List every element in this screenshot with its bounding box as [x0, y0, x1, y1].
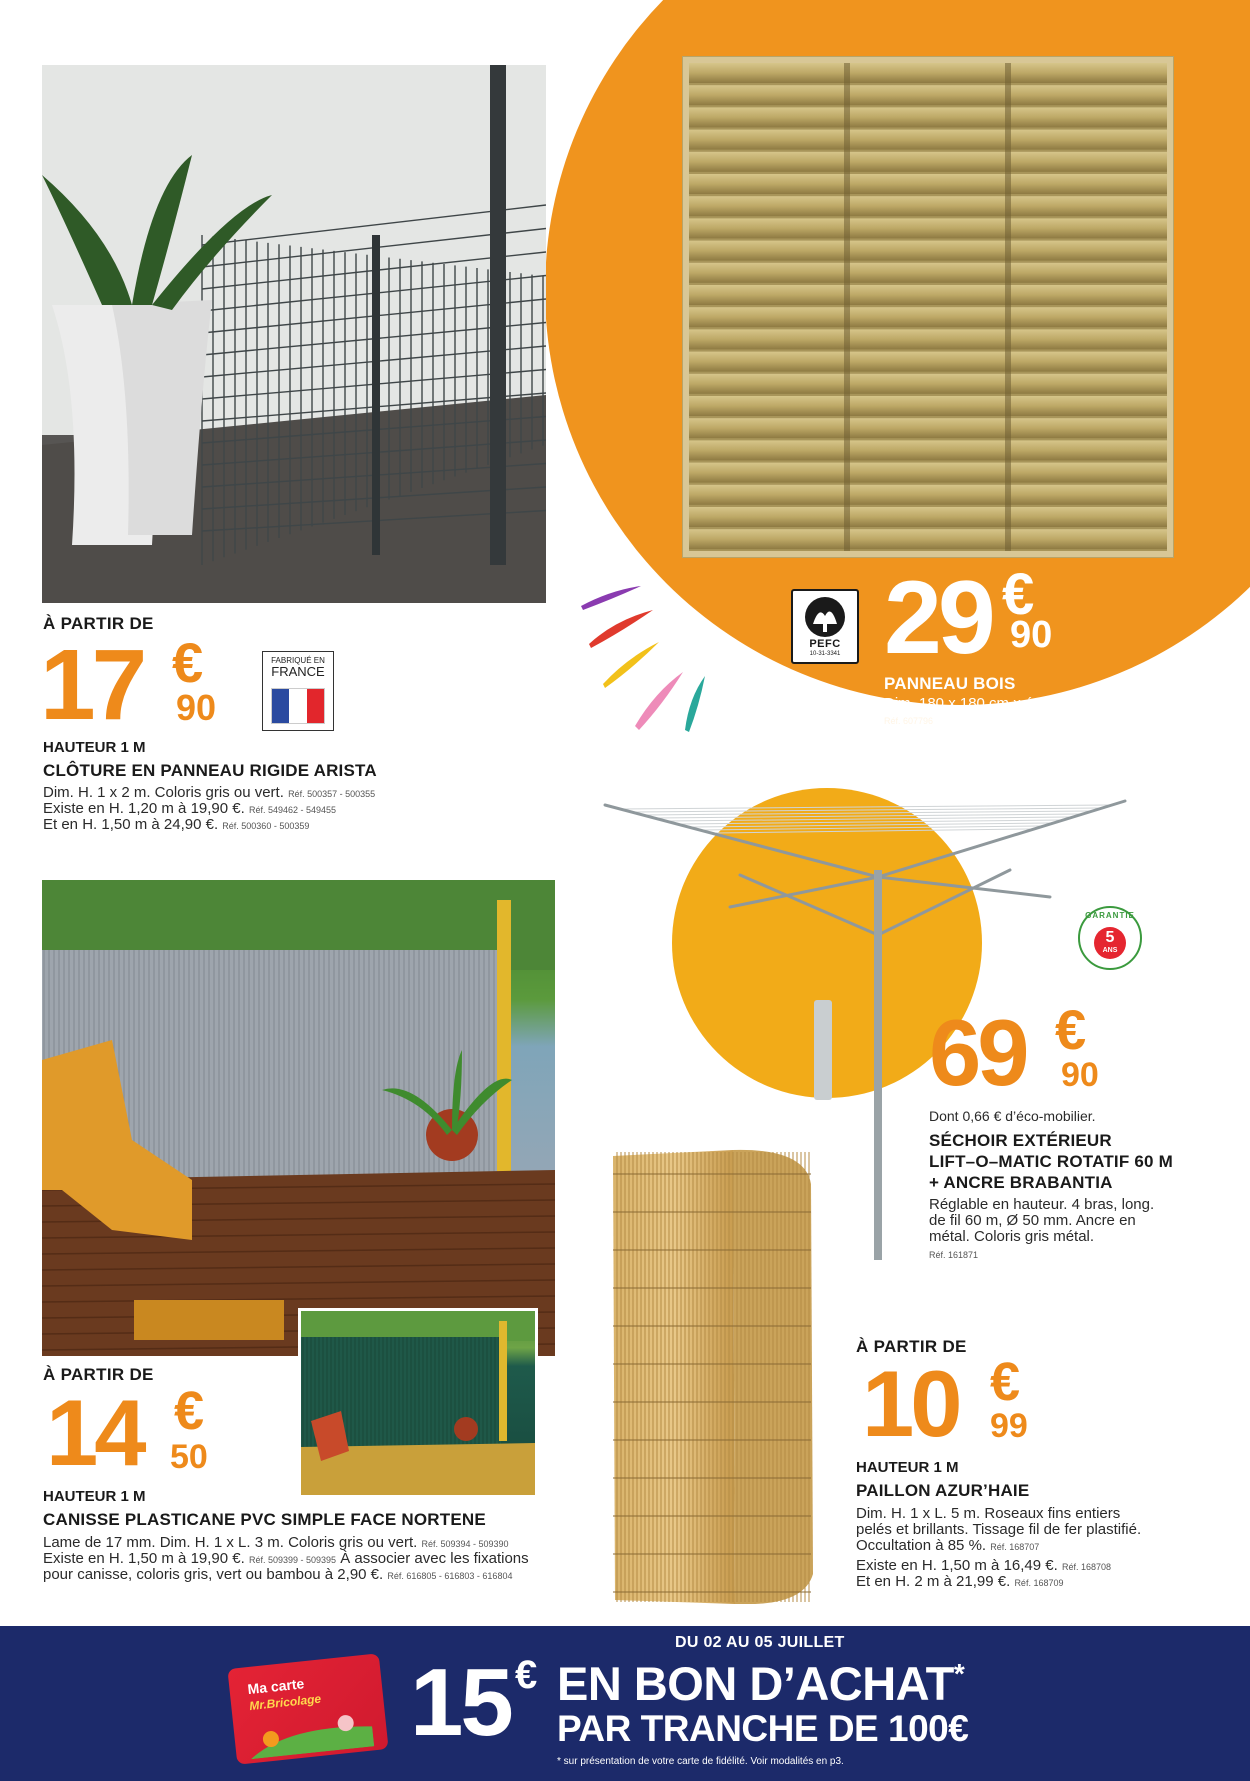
fence-illustration — [42, 65, 546, 603]
garantie-word: GARANTIE — [1085, 911, 1135, 920]
paillon-title: PAILLON AZUR’HAIE — [856, 1481, 1030, 1500]
sechoir-title1: SÉCHOIR EXTÉRIEUR — [929, 1131, 1112, 1150]
canisse-price — [46, 1380, 246, 1486]
price-cents: 50 — [170, 1438, 208, 1476]
french-flag-icon — [271, 688, 325, 724]
paillon-price — [862, 1351, 1062, 1457]
garantie-unit: ANS — [1102, 947, 1118, 954]
canisse-line2-tail: À associer avec les fixations — [340, 1550, 529, 1567]
panneau-dims: Dim. 180 x 180 cm x ép. 30 mm. — [884, 695, 1100, 712]
paillon-desc4 — [856, 1558, 1111, 1574]
canisse-illustration — [42, 880, 555, 1356]
pefc-code: 10-31-3341 — [809, 651, 841, 657]
cloture-line1-ref: Réf. 500357 - 500355 — [288, 789, 376, 799]
canisse-line2-ref: Réf. 509399 - 509395 — [248, 1555, 337, 1565]
loyalty-card — [227, 1653, 388, 1764]
sechoir-ref: Réf. 161871 — [929, 1250, 979, 1260]
card-line2: Mr.Bricolage — [248, 1691, 322, 1714]
paillon-a-partir: À PARTIR DE — [856, 1337, 967, 1356]
canisse-line2-text: Existe en H. 1,50 m à 19,90 €. — [43, 1550, 245, 1567]
sechoir-price — [929, 998, 1129, 1116]
price-cents: 90 — [1061, 1056, 1099, 1094]
sechoir-title2: LIFT–O–MATIC ROTATIF 60 M — [929, 1152, 1173, 1171]
cloture-line3 — [43, 817, 309, 833]
sechoir-desc2: de fil 60 m, Ø 50 mm. Ancre en — [929, 1212, 1136, 1229]
sechoir-eco: Dont 0,66 € d’éco-mobilier. — [929, 1108, 1096, 1124]
paillon-desc2: pelés et brillants. Tissage fil de fer plastifié. — [856, 1521, 1142, 1538]
paillon-roll-illustration — [605, 1144, 815, 1612]
panneau-title: PANNEAU BOIS — [884, 674, 1016, 693]
badge-line2: FRANCE — [271, 664, 325, 679]
decorative-strokes — [575, 580, 715, 735]
canisse-line3-ref: Réf. 616805 - 616803 - 616804 — [387, 1571, 513, 1581]
canisse-a-partir: À PARTIR DE — [43, 1365, 154, 1384]
price-cents: 90 — [1010, 614, 1053, 656]
canisse-line2 — [43, 1551, 529, 1567]
panneau-price — [884, 560, 1084, 676]
banner-note: * sur présentation de votre carte de fidélité. Voir modalités en p3. — [557, 1756, 844, 1767]
price-currency: € — [1002, 562, 1035, 627]
card-decoration-icon — [247, 1706, 375, 1759]
canisse-title: CANISSE PLASTICANE PVC SIMPLE FACE NORTENE — [43, 1510, 486, 1529]
pefc-tree-icon — [793, 594, 857, 640]
banner-line2: PAR TRANCHE DE 100€ — [557, 1708, 969, 1749]
canisse-line1 — [43, 1535, 509, 1551]
sechoir-desc1: Réglable en hauteur. 4 bras, long. — [929, 1196, 1155, 1213]
price-currency: € — [1055, 998, 1087, 1061]
paillon-desc5-ref: Réf. 168709 — [1014, 1578, 1064, 1588]
price-cents: 99 — [990, 1407, 1028, 1445]
banner-amount: 15 — [410, 1649, 511, 1756]
canisse-line3 — [43, 1567, 512, 1583]
paillon-desc4-text: Existe en H. 1,50 m à 16,49 €. — [856, 1557, 1058, 1574]
price-integer: 17 — [40, 629, 144, 741]
wood-panel-image — [683, 57, 1173, 557]
badge-line1: FABRIQUÉ EN — [271, 656, 325, 665]
pefc-logo — [791, 589, 859, 664]
fence-photo — [42, 65, 546, 603]
cloture-price — [40, 629, 240, 741]
paillon-desc5 — [856, 1574, 1063, 1590]
paillon-photo — [605, 1144, 815, 1612]
panneau-ref: Réf. 607796 — [884, 716, 934, 726]
sechoir-desc3: métal. Coloris gris métal. — [929, 1228, 1095, 1245]
banner-line1 — [557, 1657, 965, 1710]
sechoir-title3: + ANCRE BRABANTIA — [929, 1173, 1113, 1192]
cloture-line3-ref: Réf. 500360 - 500359 — [222, 821, 310, 831]
paillon-desc5-text: Et en H. 2 m à 21,99 €. — [856, 1573, 1011, 1590]
banner-asterisk: * — [953, 1658, 965, 1689]
paillon-desc4-ref: Réf. 168708 — [1061, 1562, 1112, 1572]
banner-currency: € — [515, 1653, 538, 1697]
cloture-line3-text: Et en H. 1,50 m à 24,90 €. — [43, 816, 219, 833]
canisse-line3-text: pour canisse, coloris gris, vert ou bambou à 2,90 €. — [43, 1566, 384, 1583]
price-integer: 29 — [884, 560, 992, 676]
price-integer: 69 — [929, 1000, 1026, 1105]
card-line1: Ma carte — [246, 1675, 305, 1698]
wood-panel-slats — [689, 63, 1167, 551]
paillon-desc1: Dim. H. 1 x L. 5 m. Roseaux fins entiers — [856, 1505, 1121, 1522]
paillon-desc3 — [856, 1538, 1039, 1554]
canisse-hauteur: HAUTEUR 1 M — [43, 1488, 146, 1505]
paillon-hauteur: HAUTEUR 1 M — [856, 1459, 959, 1476]
pefc-label: PEFC — [809, 638, 841, 650]
banner-line1-text: EN BON D’ACHAT — [557, 1657, 954, 1710]
garantie-years: 5 — [1105, 929, 1115, 946]
cloture-line1 — [43, 785, 375, 801]
cloture-line2 — [43, 801, 336, 817]
canisse-line1-ref: Réf. 509394 - 509390 — [421, 1539, 509, 1549]
price-integer: 14 — [46, 1380, 143, 1485]
cloture-line1-text: Dim. H. 1 x 2 m. Coloris gris ou vert. — [43, 784, 284, 801]
canisse-green-illustration — [301, 1311, 535, 1495]
cloture-a-partir: À PARTIR DE — [43, 614, 154, 633]
canisse-inset-photo — [298, 1308, 538, 1498]
canisse-photo — [42, 880, 555, 1356]
price-currency: € — [174, 1381, 205, 1441]
cloture-line2-ref: Réf. 549462 - 549455 — [248, 805, 337, 815]
cloture-hauteur: HAUTEUR 1 M — [43, 739, 146, 756]
paillon-desc3-ref: Réf. 168707 — [990, 1542, 1040, 1552]
banner-date: DU 02 AU 05 JUILLET — [675, 1634, 845, 1651]
canisse-line1-text: Lame de 17 mm. Dim. H. 1 x L. 3 m. Coloris gris ou vert. — [43, 1534, 418, 1551]
garantie-badge — [1077, 905, 1143, 971]
price-currency: € — [172, 631, 204, 694]
paillon-desc3-text: Occultation à 85 %. — [856, 1537, 987, 1554]
cloture-line2-text: Existe en H. 1,20 m à 19,90 €. — [43, 800, 245, 817]
price-cents: 90 — [176, 687, 217, 728]
cloture-title: CLÔTURE EN PANNEAU RIGIDE ARISTA — [43, 761, 377, 780]
fabrique-en-france-badge — [262, 651, 334, 731]
price-integer: 10 — [862, 1351, 959, 1456]
price-currency: € — [990, 1352, 1021, 1412]
